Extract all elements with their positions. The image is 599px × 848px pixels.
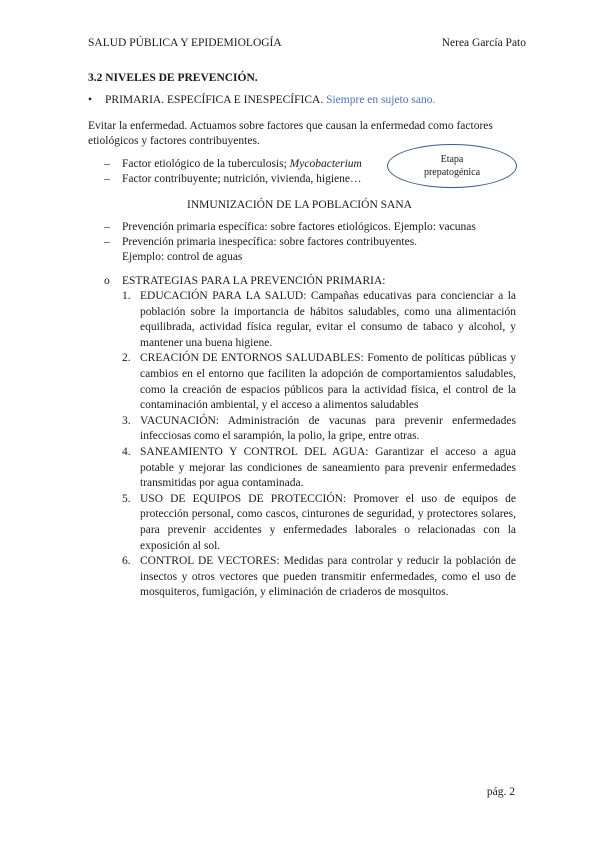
- list-item-text: EDUCACIÓN PARA LA SALUD: Campañas educativas para concienciar a la población sobre la importancia de hábitos saludables, como una alimentación equilibrada, actividad física regular, evitar el consumo de tabaco y alcohol, y mantener una buena higiene.: [140, 290, 516, 349]
- dash-icon: –: [104, 236, 110, 248]
- page-number: pág. 2: [486, 786, 515, 798]
- bullet-icon: •: [88, 94, 93, 106]
- list-item-text: SANEAMIENTO Y CONTROL DEL AGUA: Garantizar el acceso a agua potable y mejorar las condiciones de saneamiento para prevenir enfermedades transmitidas por agua contaminada.: [140, 445, 516, 490]
- factors-list: [104, 157, 384, 187]
- list-item: [104, 220, 504, 235]
- list-item-number: 1.: [122, 290, 131, 302]
- list-item: [122, 492, 516, 554]
- primaria-note: Siempre en sujeto sano.: [326, 94, 436, 106]
- dash-icon: –: [104, 173, 110, 185]
- list-item: [122, 351, 516, 413]
- factor-etiologic-text: Factor etiológico de la tuberculosis;: [122, 158, 290, 170]
- stage-ellipse: [387, 144, 517, 188]
- list-item: [122, 554, 516, 601]
- strategies-title: ESTRATEGIAS PARA LA PREVENCIÓN PRIMARIA:: [122, 275, 386, 287]
- list-item-number: 5.: [122, 492, 131, 505]
- factor-contributing-text: Factor contribuyente; nutrición, vivienda, higiene…: [122, 173, 362, 185]
- list-item: [104, 235, 442, 265]
- list-item: [104, 157, 384, 172]
- list-item: [122, 445, 516, 492]
- prevention-list: [104, 220, 504, 265]
- header-course-title: SALUD PÚBLICA Y EPIDEMIOLOGÍA: [88, 37, 282, 49]
- circle-bullet-icon: o: [104, 275, 110, 287]
- stage-ellipse-line1: Etapa: [440, 154, 464, 165]
- prevention-nonspecific-text: Prevención primaria inespecífica: sobre factores contribuyentes. Ejemplo: control de aguas: [122, 236, 418, 263]
- list-item-text: USO DE EQUIPOS DE PROTECCIÓN: Promover el uso de equipos de protección personal, como cascos, cinturones de seguridad, y protectores solares, para prevenir accidentes y enfermedades laborales o relacionadas con la exposición al sol.: [140, 492, 516, 552]
- list-item: [122, 289, 516, 351]
- list-item-text: CONTROL DE VECTORES: Medidas para controlar y reducir la población de insectos y otros vectores que pueden transmitir enfermedades, como el uso de mosquiteros, fumigación, y eliminación de criaderos de mosquitos.: [140, 555, 516, 599]
- prevention-specific-text: Prevención primaria específica: sobre factores etiológicos. Ejemplo: vacunas: [122, 221, 476, 233]
- list-item-text: CREACIÓN DE ENTORNOS SALUDABLES: Fomento de políticas públicas y cambios en el entorno que faciliten la adopción de comportamientos saludables, como la creación de espacios públicos para la actividad física, el control de la contaminación ambiental, y el acceso a alimentos saludables: [140, 352, 516, 412]
- list-item: [122, 414, 516, 445]
- dash-icon: –: [104, 221, 110, 233]
- list-item-number: 6.: [122, 555, 131, 568]
- list-item-number: 2.: [122, 352, 131, 365]
- dash-icon: –: [104, 158, 110, 170]
- intro-paragraph: Evitar la enfermedad. Actuamos sobre factores que causan la enfermedad como factores etiológicos y factores contribuyentes.: [88, 120, 493, 147]
- primaria-text: PRIMARIA. ESPECÍFICA E INESPECÍFICA.: [105, 94, 324, 106]
- immunization-heading: INMUNIZACIÓN DE LA POBLACIÓN SANA: [187, 199, 412, 211]
- factor-etiologic-italic: Mycobacterium: [289, 158, 362, 170]
- header-author: Nerea García Pato: [441, 37, 526, 49]
- list-item: [104, 172, 384, 187]
- list-item-text: VACUNACIÓN: Administración de vacunas para prevenir enfermedades infecciosas como el sarampión, la polio, la gripe, entre otras.: [140, 414, 516, 443]
- list-item-number: 4.: [122, 445, 131, 458]
- primaria-bullet-line: [88, 94, 435, 106]
- list-item-number: 3.: [122, 414, 131, 427]
- strategies-ordered-list: [122, 289, 516, 601]
- stage-ellipse-line2: prepatogénica: [423, 167, 481, 178]
- section-title: 3.2 NIVELES DE PREVENCIÓN.: [88, 72, 258, 84]
